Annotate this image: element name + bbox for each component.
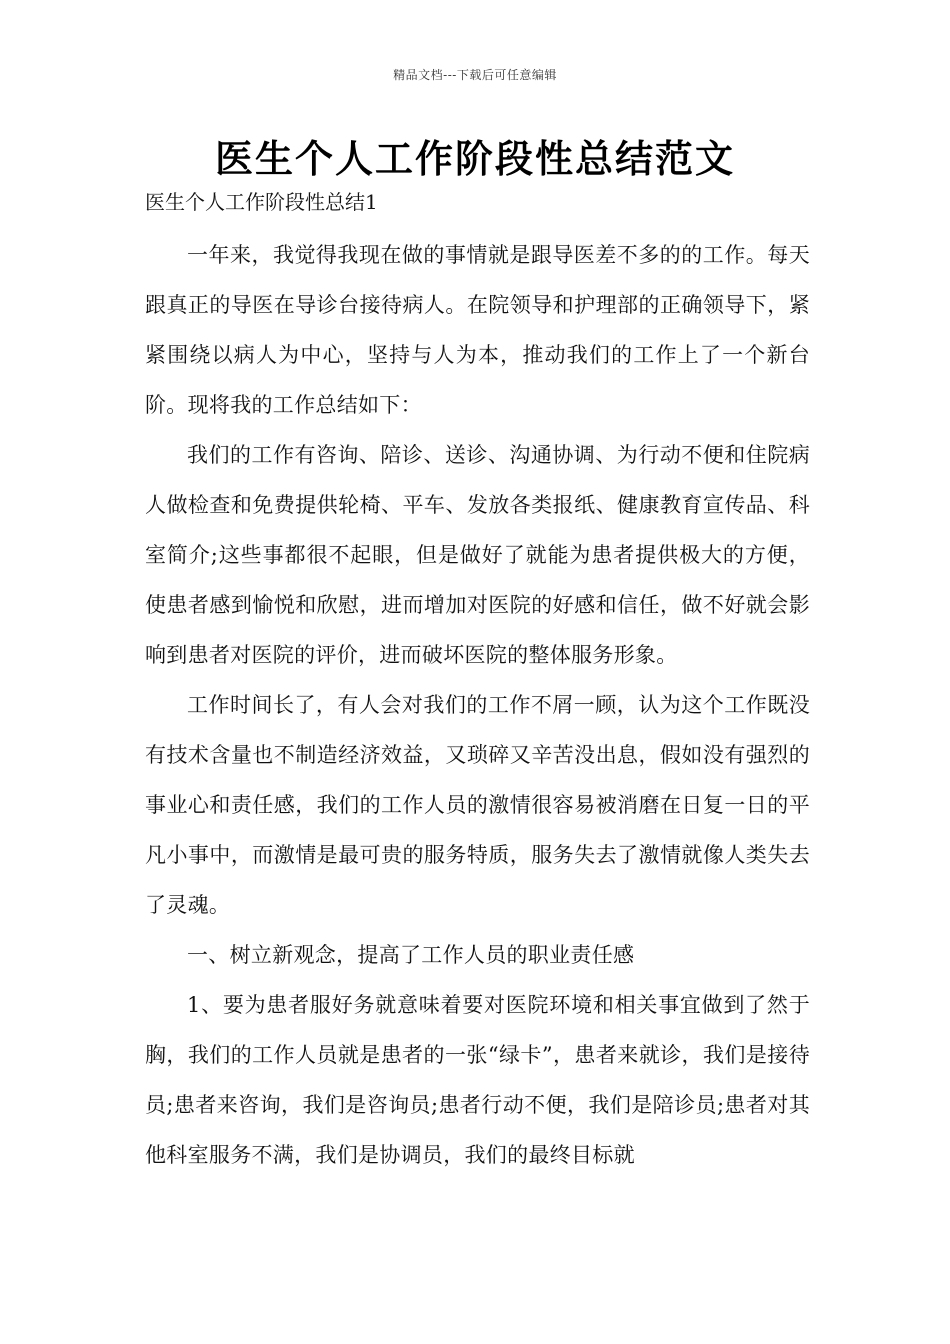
header-note: 精品文档---下载后可任意编辑 [393, 68, 557, 82]
section-heading: 医生个人工作阶段性总结1 [145, 190, 378, 214]
paragraph-intro: 一年来，我觉得我现在做的事情就是跟导医差不多的的工作。每天跟真正的导医在导诊台接待病人。在院领导和护理部的正确领导下，紧紧围绕以病人为中心，坚持与人为本，推动我们的工作上了一个新台阶。现将我的工作总结如下： [145, 243, 810, 417]
paragraph-passion: 工作时间长了，有人会对我们的工作不屑一顾，认为这个工作既没有技术含量也不制造经济效益，又琐碎又辛苦没出息，假如没有强烈的事业心和责任感，我们的工作人员的激情很容易被消磨在日复一日的平凡小事中，而激情是最可贵的服务特质，服务失去了激情就像人类失去了灵魂。 [145, 693, 810, 917]
subheading-new-concept: 一、树立新观念，提高了工作人员的职业责任感 [187, 943, 635, 967]
paragraph-work-content: 我们的工作有咨询、陪诊、送诊、沟通协调、为行动不便和住院病人做检查和免费提供轮椅、平车、发放各类报纸、健康教育宣传品、科室简介;这些事都很不起眼，但是做好了就能为患者提供极大的方便，使患者感到愉悦和欣慰，进而增加对医院的好感和信任，做不好就会影响到患者对医院的评价，进而破坏医院的整体服务形象。 [145, 443, 810, 667]
paragraph-point-1: 1、要为患者服好务就意味着要对医院环境和相关事宜做到了然于胸，我们的工作人员就是患者的一张“绿卡”，患者来就诊，我们是接待员;患者来咨询，我们是咨询员;患者行动不便，我们是陪诊员;患者对其他科室服务不满，我们是协调员，我们的最终目标就 [145, 993, 810, 1167]
body-text [145, 230, 810, 1180]
document-title: 医生个人工作阶段性总结范文 [214, 136, 735, 181]
